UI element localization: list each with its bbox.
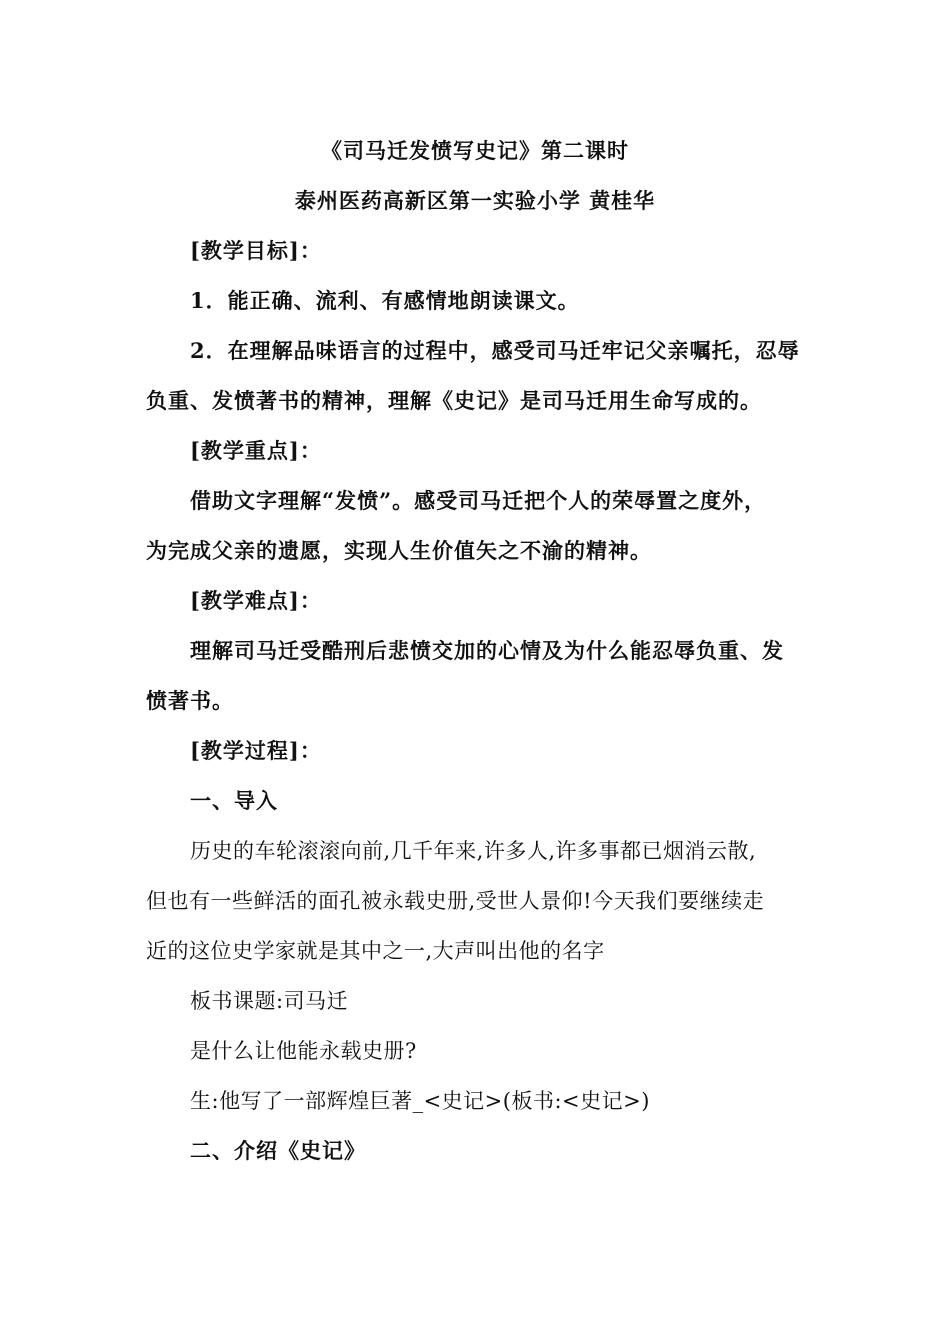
difficulty-line-1: 理解司马迁受酷刑后悲愤交加的心情及为什么能忍辱负重、发: [190, 638, 784, 663]
key-points-line-1: 借助文字理解“发愤”。感受司马迁把个人的荣辱置之度外，: [190, 488, 767, 513]
document-title: 《司马迁发愤写史记》第二课时: [321, 138, 629, 163]
intro-line-3: 近的这位史学家就是其中之一,大声叫出他的名字: [146, 939, 605, 963]
section-2-heading: 二、介绍《史记》: [190, 1138, 366, 1163]
difficulty-heading: [教学难点]：: [190, 588, 322, 613]
goal-2-line-2: 负重、发愤著书的精神，理解《史记》是司马迁用生命写成的。: [146, 388, 762, 413]
process-heading: [教学过程]：: [190, 738, 322, 763]
author-line: 泰州医药高新区第一实验小学 黄桂华: [294, 188, 656, 213]
goal-1: 1．能正确、流利、有感情地朗读课文。: [190, 288, 580, 313]
question-line: 是什么让他能永载史册?: [190, 1039, 417, 1063]
difficulty-line-2: 愤著书。: [146, 688, 234, 713]
key-points-heading: [教学重点]：: [190, 438, 322, 463]
student-answer: 生:他写了一部辉煌巨著_<史记>(板书:<史记>): [190, 1089, 650, 1113]
section-1-heading: 一、导入: [190, 788, 278, 813]
goal-2-line-1: 2．在理解品味语言的过程中，感受司马迁牢记父亲嘱托，忍辱: [190, 338, 800, 363]
intro-line-2: 但也有一些鲜活的面孔被永载史册,受世人景仰!今天我们要继续走: [146, 889, 765, 913]
goals-heading: [教学目标]：: [190, 238, 322, 263]
board-topic: 板书课题:司马迁: [190, 989, 349, 1013]
key-points-line-2: 为完成父亲的遗愿，实现人生价值矢之不渝的精神。: [146, 538, 652, 563]
intro-line-1: 历史的车轮滚滚向前,几千年来,许多人,许多事都已烟消云散,: [190, 839, 757, 863]
